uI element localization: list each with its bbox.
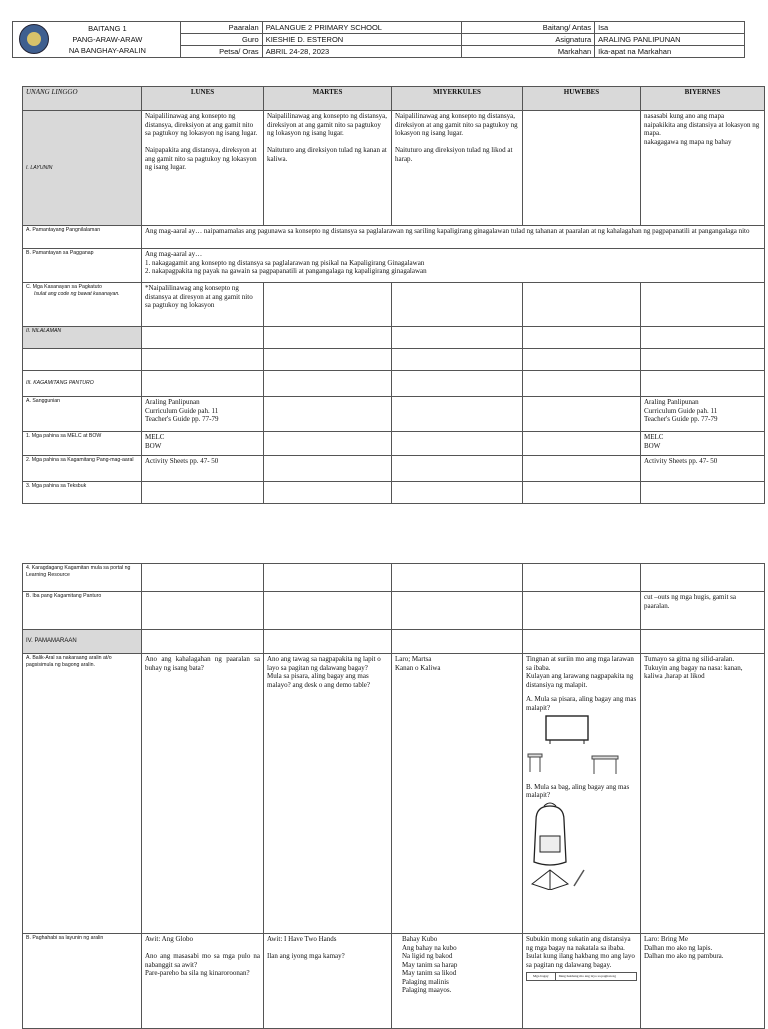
title-line-1: BAITANG 1: [88, 24, 127, 33]
plan-title: [13, 22, 181, 58]
pangnilalaman-label: A. Pamantayang Pangnilalaman: [23, 226, 142, 249]
balik-aral-huwebes: [523, 654, 641, 934]
karagdagang-label: 4. Karagdagang Kagamitan mula sa portal ng Learning Resource: [23, 564, 142, 592]
kasanayan-label: C. Mga Kasanayan sa Pagkatuto Isulat ang code ng bawat kasanayan.: [23, 283, 142, 327]
markahan-label: Markahan: [462, 46, 595, 58]
paghahabi-biyernes: Laro: Bring Me Dalhan mo ako ng lapis. Dalhan mo ako ng pambura.: [641, 934, 765, 1029]
sanggunian-lunes: Araling Panlipunan Curriculum Guide pah. 11 Teacher's Guide pp. 77-79: [142, 397, 264, 432]
day-header-huwebes: HUWEBES: [523, 87, 641, 111]
paaralan-value: PALANGUE 2 PRIMARY SCHOOL: [262, 22, 462, 34]
paaralan-label: Paaralan: [180, 22, 262, 34]
petsa-value: ABRIL 24-28, 2023: [262, 46, 462, 58]
day-header-biyernes: BIYERNES: [641, 87, 765, 111]
title-line-2: PANG-ARAW-ARAW: [72, 35, 143, 44]
pangnilalaman-text: Ang mag-aaral ay… naipamamalas ang pagunawa sa konsepto ng distansya sa paglalarawan ng sariling kapaligirang ginagalawan tulad ng tahanan at paaralan at ng kahalagahan ng pagpapanatili at pangangalaga nito: [142, 226, 765, 249]
iba-pang-biyernes: cut –outs ng mga hugis, gamit sa paaralan.: [641, 592, 765, 630]
paghahabi-miyerkules: Bahay Kubo Ang bahay na kubo Na ligid ng bakod May tanim sa harap May tanim sa likod Palaging malinis Palaging maayos.: [392, 934, 523, 1029]
layunin-lunes: Naipalilinawag ang konsepto ng distansya, direksiyon at ang gamit nito sa pagtukoy ng lokasyon ng isang lugar. Naipapakita ang distansya, direksyon at ang gamit nito sa pagtukoy ng lokasyon ng isang lugar.: [142, 111, 264, 226]
header-table: [12, 21, 745, 58]
balik-aral-biyernes: Tumayo sa gitna ng silid-aralan. Tukuyin ang bagay na nasa: kanan, kaliwa ,harap at likod: [641, 654, 765, 934]
pagganap-text: Ang mag-aaral ay… 1. nakagagamit ang konsepto ng distansya sa paglalarawan ng pisikal na Kapaligirang Ginagalawan 2. nakapagpakita ng payak na gawain sa pagpapanatili at pangangalaga ng kapaligirang ginagalawan: [142, 249, 765, 283]
day-header-miyerkules: MIYERKULES: [392, 87, 523, 111]
guro-label: Guro: [180, 34, 262, 46]
paghahabi-label: B. Paghahabi sa layunin ng aralin: [23, 934, 142, 1029]
markahan-value: Ika-apat na Markahan: [595, 46, 745, 58]
melc-lunes: MELC BOW: [142, 432, 264, 456]
paghahabi-huwebes-text: Subukin mong sukatin ang distansiya ng mga bagay na nakatala sa ibaba. Isulat kung ilang hakbang mo ang layo sa pagitan ng dalawang bagay.: [526, 935, 635, 969]
sanggunian-biyernes: Araling Panlipunan Curriculum Guide pah. 11 Teacher's Guide pp. 77-79: [641, 397, 765, 432]
melc-biyernes: MELC BOW: [641, 432, 765, 456]
week-header: UNANG LINGGO: [23, 87, 142, 111]
paghahabi-lunes: Awit: Ang Globo Ano ang masasabi mo sa mga pulo na nabanggit sa awit? Pare-pareho ba sila ng kinaroroonan?: [142, 934, 264, 1029]
kagamitang-mag-aaral-lunes: Activity Sheets pp. 47- 50: [142, 456, 264, 482]
petsa-label: Petsa/ Oras: [180, 46, 262, 58]
layunin-biyernes: nasasabi kung ano ang mapa naipakikita ang distansiya at lokasyon ng mapa. nakagagawa ng mapa ng bahay: [641, 111, 765, 226]
day-header-martes: MARTES: [264, 87, 392, 111]
melc-label: 1. Mga pahina sa MELC at BOW: [23, 432, 142, 456]
paghahabi-martes: Awit: I Have Two Hands Ilan ang iyong mga kamay?: [264, 934, 392, 1029]
pagganap-label: B. Pamantayan sa Pagganap: [23, 249, 142, 283]
asignatura-label: Asignatura: [462, 34, 595, 46]
kagamitan-label: III. KAGAMITANG PANTURO: [23, 371, 142, 397]
layunin-miyerkules: Naipalilinawag ang konsepto ng distansya, direksiyon at ang gamit nito sa pagtukoy ng lokasyon ng isang lugar. Naituturo ang direksiyon tulad ng likod at harap.: [392, 111, 523, 226]
balik-aral-miyerkules: Laro; Martsa Kanan o Kaliwa: [392, 654, 523, 934]
kasanayan-lunes: *Naipalilinawag ang konsepto ng distansya at diresyon at ang gamit nito sa pagtukoy ng lokasyon: [142, 283, 264, 327]
steps-table-col-a: Mga bagay: [527, 973, 556, 981]
sanggunian-label: A. Sanggunian: [23, 397, 142, 432]
kagamitang-mag-aaral-biyernes: Activity Sheets pp. 47- 50: [641, 456, 765, 482]
dll-table-page-2: [22, 563, 765, 1029]
layunin-huwebes: [523, 111, 641, 226]
chalkboard-desk-illustration: [526, 712, 626, 780]
baitang-value: Isa: [595, 22, 745, 34]
balik-aral-label: A. Balik-Aral sa nakaraang aralin at/o pagsisimula ng bagong aralin.: [23, 654, 142, 934]
balik-aral-huwebes-b: B. Mula sa bag, aling bagay ang mas malapit?: [526, 782, 630, 799]
guro-value: KIESHIE D. ESTERON: [262, 34, 462, 46]
day-header-lunes: LUNES: [142, 87, 264, 111]
balik-aral-huwebes-instructions: Tingnan at suriin mo ang mga larawan sa ibaba. Kulayan ang larawang nagpapakita ng distansiya ng malapit.: [526, 655, 634, 689]
balik-aral-martes: Ano ang tawag sa nagpapakita ng lapit o layo sa pagitan ng dalawang bagay? Mula sa pisara, aling bagay ang mas malayo? ang desk o ang demo table?: [264, 654, 392, 934]
kagamitang-mag-aaral-label: 2. Mga pahina sa Kagamitang Pang-mag-aaral: [23, 456, 142, 482]
steps-table: [526, 972, 637, 981]
layunin-martes: Naipalilinawag ang konsepto ng distansya, direksiyon at ang gamit nito sa pagtukoy ng lokasyon ng isang lugar. Naituturo ang direksiyon tulad ng kanan at kaliwa.: [264, 111, 392, 226]
asignatura-value: ARALING PANLIPUNAN: [595, 34, 745, 46]
layunin-label: I. LAYUNIN: [23, 111, 142, 226]
pamamaraan-label: IV. PAMAMARAAN: [23, 630, 142, 654]
balik-aral-huwebes-a: A. Mula sa pisara, aling bagay ang mas malapit?: [526, 695, 637, 712]
baitang-label: Baitang/ Antas: [462, 22, 595, 34]
dll-table-page-1: [22, 86, 765, 504]
balik-aral-lunes: Ano ang kahalagahan ng paaralan sa buhay ng isang bata?: [142, 654, 264, 934]
paghahabi-huwebes: [523, 934, 641, 1029]
teksbuk-label: 3. Mga pahina sa Teksbuk: [23, 482, 142, 504]
title-line-3: NA BANGHAY-ARALIN: [68, 46, 146, 55]
iba-pang-label: B. Iba pang Kagamitang Panturo: [23, 592, 142, 630]
nilalaman-label: II. NILALAMAN: [23, 327, 142, 349]
steps-table-col-b: Ilang hakbang mo ang layo sa pagitan ng: [555, 973, 636, 981]
backpack-book-illustration: [526, 800, 626, 890]
